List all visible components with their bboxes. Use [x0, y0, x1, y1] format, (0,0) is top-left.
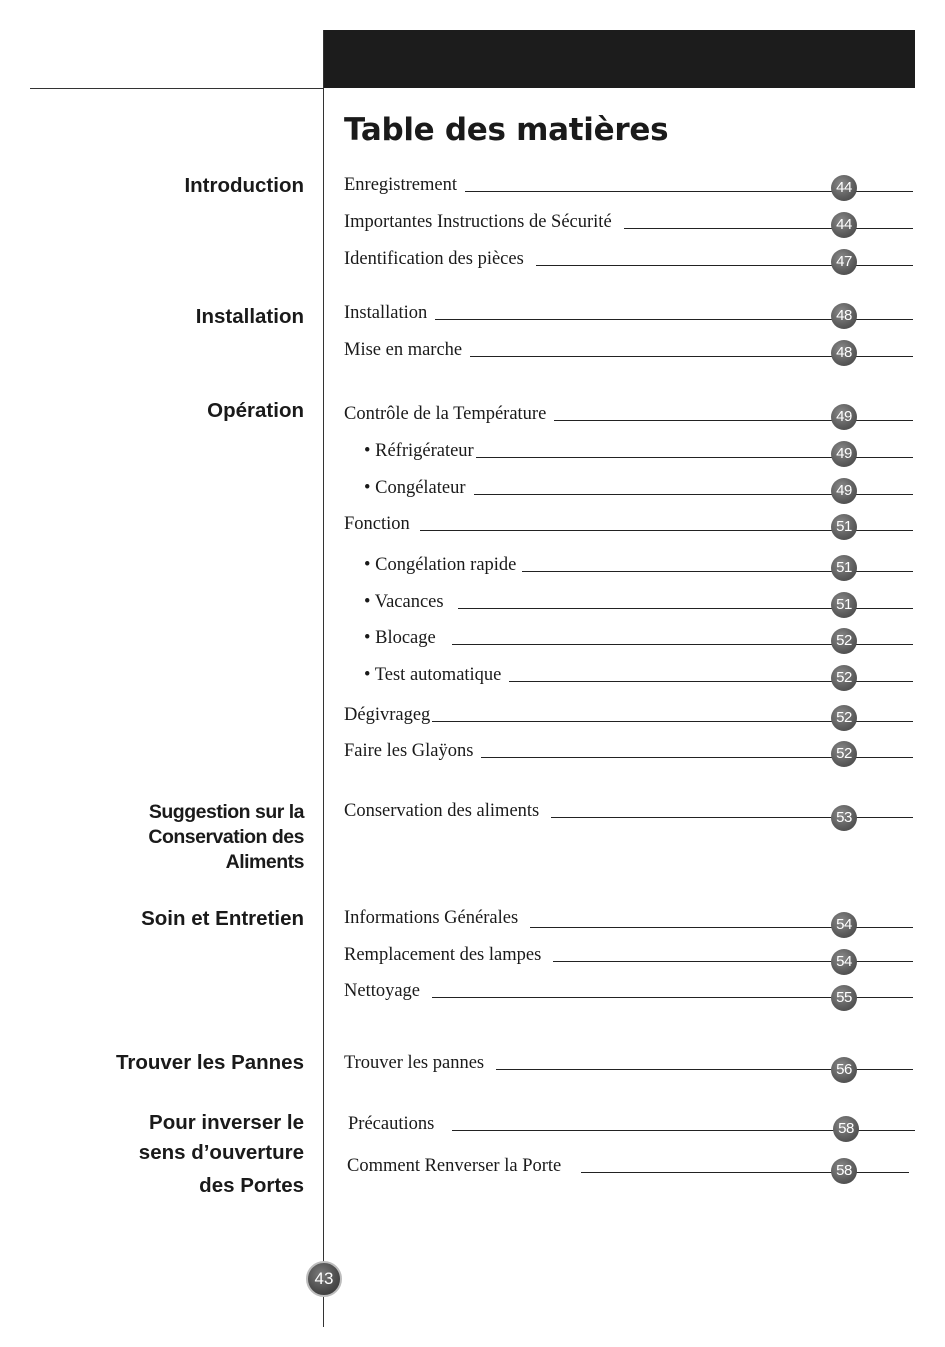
- leader-tail: [858, 721, 913, 722]
- toc-entry[interactable]: [344, 212, 913, 233]
- page-number-circle: 49: [831, 404, 857, 430]
- toc-entry[interactable]: [344, 945, 913, 970]
- section-operation: Opération: [207, 399, 304, 422]
- leader-line: [522, 571, 858, 572]
- section-suggestion-line: Conservation des: [148, 826, 304, 848]
- leader-line: [458, 608, 858, 609]
- page-number-circle: 52: [831, 628, 857, 654]
- toc-entry[interactable]: [364, 592, 913, 613]
- page-number-circle: 49: [831, 441, 857, 467]
- page-number-circle: 55: [831, 985, 857, 1011]
- page-number-circle: 52: [831, 665, 857, 691]
- leader-tail: [858, 997, 913, 998]
- toc-entry[interactable]: [344, 741, 913, 762]
- leader-tail: [858, 817, 913, 818]
- toc-entry[interactable]: [344, 303, 913, 324]
- leader-tail: [858, 608, 913, 609]
- page-number-circle: 51: [831, 514, 857, 540]
- leader-line: [581, 1172, 854, 1173]
- leader-tail: [858, 191, 913, 192]
- section-installation: Installation: [195, 305, 304, 328]
- leader-tail: [858, 228, 913, 229]
- leader-tail: [858, 927, 913, 928]
- toc-entry[interactable]: [344, 340, 913, 361]
- toc-entry-label: Contrôle de la Température: [344, 404, 547, 424]
- leader-tail: [858, 319, 913, 320]
- toc-entry[interactable]: [344, 404, 913, 425]
- leader-tail: [858, 681, 913, 682]
- leader-line: [496, 1069, 858, 1070]
- page-number-circle: 48: [831, 303, 857, 329]
- leader-line: [435, 319, 858, 320]
- page-number-circle: 58: [833, 1116, 859, 1142]
- leader-line: [509, 681, 858, 682]
- toc-entry[interactable]: [344, 981, 913, 1006]
- leader-tail: [858, 457, 913, 458]
- toc-entry-label: Mise en marche: [344, 340, 463, 360]
- page-number-circle: 56: [831, 1057, 857, 1083]
- toc-entry[interactable]: [364, 555, 913, 576]
- leader-tail: [858, 571, 913, 572]
- leader-line: [420, 530, 858, 531]
- header-band: [324, 30, 915, 88]
- column-divider: [323, 30, 324, 1327]
- toc-entry-label: Comment Renverser la Porte: [347, 1156, 562, 1176]
- leader-line: [432, 997, 858, 998]
- toc-entry[interactable]: [347, 1156, 909, 1177]
- section-inverser: [44, 1108, 304, 1201]
- leader-tail: [860, 1130, 915, 1131]
- toc-entry[interactable]: [364, 665, 913, 686]
- toc-entry-label: Informations Générales: [344, 908, 519, 928]
- page-number-circle: 54: [831, 949, 857, 975]
- toc-entry-label: • Blocage: [364, 628, 436, 648]
- toc-entry-label: Nettoyage: [344, 981, 421, 1001]
- section-inverser-line: des Portes: [199, 1174, 304, 1197]
- toc-entry-label: Identification des pièces: [344, 249, 524, 269]
- toc-entry-label: Conservation des aliments: [344, 801, 540, 821]
- toc-entry[interactable]: [344, 249, 913, 270]
- toc-entry[interactable]: [344, 801, 913, 826]
- page-number-circle: 49: [831, 478, 857, 504]
- page-number-badge: 43: [306, 1261, 342, 1297]
- section-suggestion: [44, 800, 304, 875]
- leader-line: [551, 817, 858, 818]
- page-number-circle: 48: [831, 340, 857, 366]
- page-number-circle: 52: [831, 705, 857, 731]
- section-inverser-line: Pour inverser le: [149, 1111, 304, 1134]
- section-suggestion-line: Suggestion sur la: [148, 801, 304, 823]
- toc-entry-label: Dégivrageg: [344, 705, 431, 725]
- page-number-circle: 51: [831, 592, 857, 618]
- toc-entry-label: Importantes Instructions de Sécurité: [344, 212, 612, 232]
- leader-tail: [858, 494, 913, 495]
- leader-line: [452, 644, 858, 645]
- toc-entry[interactable]: [344, 705, 913, 726]
- leader-line: [530, 927, 858, 928]
- page-number-circle: 58: [831, 1158, 857, 1184]
- toc-entry-label: Précautions: [348, 1114, 435, 1134]
- toc-entry-label: Trouver les pannes: [344, 1053, 485, 1073]
- toc-entry-label: • Congélateur: [364, 478, 466, 498]
- toc-entry-label: • Test automatique: [364, 665, 502, 685]
- leader-line: [553, 961, 858, 962]
- leader-line: [481, 757, 858, 758]
- page-number-circle: 44: [831, 212, 857, 238]
- toc-entry[interactable]: [364, 441, 913, 462]
- section-inverser-line: sens d’ouverture: [138, 1141, 304, 1164]
- leader-tail: [858, 757, 913, 758]
- leader-tail: [858, 420, 913, 421]
- left-rule: [30, 88, 324, 89]
- toc-entry[interactable]: [344, 514, 913, 535]
- toc-entry[interactable]: [344, 908, 913, 933]
- leader-line: [476, 457, 858, 458]
- leader-line: [470, 356, 858, 357]
- toc-entry-label: • Vacances: [364, 592, 444, 612]
- leader-line: [474, 494, 858, 495]
- toc-entry-label: Faire les Glaÿons: [344, 741, 474, 761]
- leader-tail: [858, 961, 913, 962]
- section-soin: Soin et Entretien: [141, 907, 304, 930]
- page-number-circle: 44: [831, 175, 857, 201]
- toc-entry[interactable]: [344, 175, 913, 196]
- leader-line: [554, 420, 858, 421]
- section-pannes: Trouver les Pannes: [115, 1051, 304, 1074]
- section-suggestion-line: Aliments: [225, 851, 304, 873]
- leader-line: [536, 265, 858, 266]
- toc-entry[interactable]: [364, 478, 913, 499]
- leader-tail: [858, 644, 913, 645]
- page-number-circle: 54: [831, 912, 857, 938]
- toc-entry-label: • Réfrigérateur: [364, 441, 474, 461]
- toc-entry-label: Remplacement des lampes: [344, 945, 542, 965]
- toc-entry[interactable]: [344, 1053, 913, 1078]
- page-number-circle: 53: [831, 805, 857, 831]
- page-number-circle: 51: [831, 555, 857, 581]
- leader-tail: [858, 265, 913, 266]
- leader-tail: [854, 1172, 909, 1173]
- leader-line: [432, 721, 858, 722]
- leader-line: [452, 1130, 860, 1131]
- toc-entry-label: Installation: [344, 303, 428, 323]
- toc-entry-label: • Congélation rapide: [364, 555, 517, 575]
- section-introduction: Introduction: [184, 174, 304, 197]
- leader-line: [465, 191, 858, 192]
- leader-line: [624, 228, 858, 229]
- toc-entry[interactable]: [348, 1114, 915, 1135]
- toc-entry-label: Fonction: [344, 514, 410, 534]
- toc-entry[interactable]: [364, 628, 913, 649]
- page-number-circle: 47: [831, 249, 857, 275]
- leader-tail: [858, 356, 913, 357]
- page-title: Table des matières: [344, 112, 669, 148]
- toc-entry-label: Enregistrement: [344, 175, 458, 195]
- leader-tail: [858, 530, 913, 531]
- leader-tail: [858, 1069, 913, 1070]
- page-number-circle: 52: [831, 741, 857, 767]
